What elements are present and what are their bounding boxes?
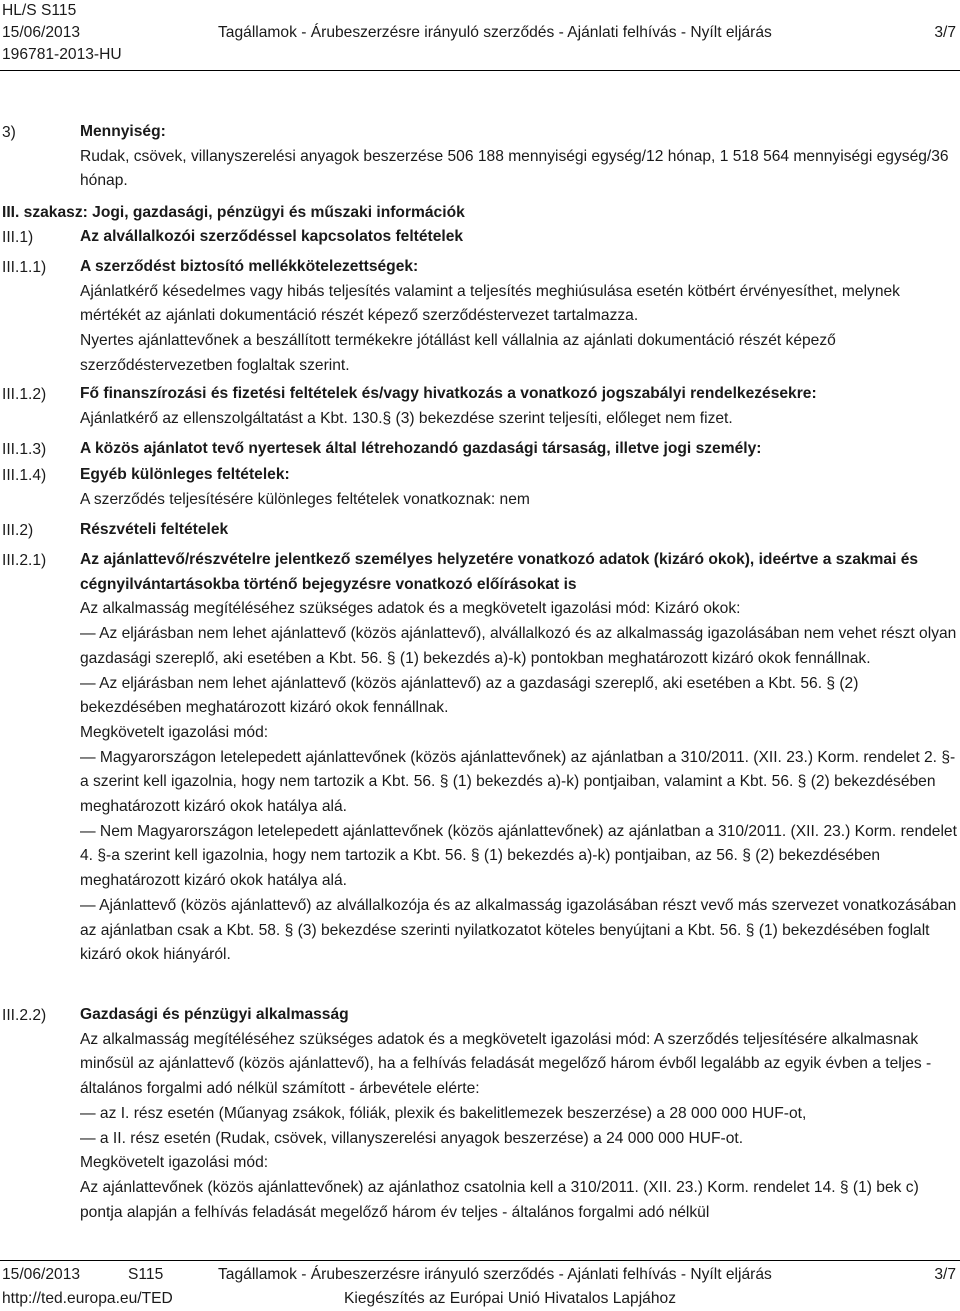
- item-paragraph: Ajánlatkérő késedelmes vagy hibás teljesítés valamint a teljesítés meghiúsulása esetén kötbért érvényesíthet, melynek mértékét az ajánlati dokumentáció részét képező szerződéstervezet tartalmazza.: [80, 282, 900, 325]
- quantity-heading: Mennyiség:: [80, 123, 166, 140]
- item-paragraph: Az alkalmasság megítéléséhez szükséges adatok és a megkövetelt igazolási mód: A szerződés teljesítésére alkalmasnak minősül az ajánlattevő (közös ajánlattevő), ha a felhívás feladását megelőző három évből legalább az egyik évben a teljes - általános forgalmi adó nélkül számított - árbevétele elérte:: [80, 1030, 932, 1098]
- item-number: III.1): [2, 229, 34, 246]
- item-paragraph: Nyertes ajánlattevőnek a beszállított termékekre jótállást kell vállalnia az ajánlati dokumentáció részét képező szerződéstervezetben foglaltak szerint.: [80, 332, 836, 374]
- item-paragraph: Ajánlatkérő az ellenszolgáltatást a Kbt. 130.§ (3) bekezdése szerint teljesíti, előleget nem fizet.: [80, 409, 733, 427]
- item-paragraph: — az I. rész esetén (Műanyag zsákok, fóliák, plexik és bakelitlemezek beszerzése) a 28 000 000 HUF-ot,: [80, 1104, 807, 1122]
- item-number: III.2.2): [2, 1007, 47, 1024]
- journal-ref: HL/S S115: [2, 2, 77, 19]
- item-paragraph: — a II. rész esetén (Rudak, csövek, villanyszerelési anyagok beszerzése) a 24 000 000 HUF-ot.: [80, 1129, 744, 1147]
- footer-page-number: 3/7: [934, 1266, 956, 1283]
- item-block: [80, 518, 958, 543]
- item-paragraph: — Nem Magyarországon letelepedett ajánlattevőnek (közös ajánlattevőnek) az ajánlatban a 310/2011. (XII. 23.) Korm. rendelet 4. §-a szerint kell igazolnia, hogy nem tartozik a Kbt. 56. § (1) bekezdés a)-k) pontjaiban, az 56. § (2) bekezdésében meghatározott kizáró okok hatálya alá.: [80, 822, 957, 890]
- item-number: III.1.4): [2, 467, 47, 484]
- item-block: [80, 1003, 958, 1225]
- footer-divider: [0, 1260, 960, 1261]
- item-paragraph: — Az eljárásban nem lehet ajánlattevő (közös ajánlattevő) az a gazdasági szereplő, aki esetében a Kbt. 56. § (2) bekezdésében meghatározott kizáró okok fennállnak.: [80, 674, 859, 717]
- item-number: III.2): [2, 522, 34, 539]
- item-number: III.1.3): [2, 441, 47, 458]
- item-paragraph: Az ajánlattevőnek (közös ajánlattevőnek) az ajánlathoz csatolnia kell a 310/2011. (XII. 23.) Korm. rendelet 14. § (1) bek c) pontja alapján a felhívás feladását megelőző három év teljes - általános forgalmi adó nélkül: [80, 1178, 919, 1221]
- item-heading: Az alvállalkozói szerződéssel kapcsolatos feltételek: [80, 228, 464, 245]
- page-footer: [2, 1263, 958, 1311]
- item-heading: Fő finanszírozási és fizetési feltételek és/vagy hivatkozás a vonatkozó jogszabályi rendelkezésekre:: [80, 385, 817, 402]
- quantity-block: [80, 120, 958, 194]
- item-paragraph: — Az eljárásban nem lehet ajánlattevő (közös ajánlattevő), alvállalkozó és az alkalmasság igazolásában nem vehet részt olyan gazdasági szereplő, aki esetében a Kbt. 56. § (1) bekezdés a)-k) pontokban meghatározott kizáró okok fennállnak.: [80, 625, 957, 667]
- item-block: [80, 463, 958, 512]
- footer-publisher: Kiegészítés az Európai Unió Hivatalos Lapjához: [344, 1290, 676, 1307]
- item-heading: A szerződést biztosító mellékkötelezettségek:: [80, 258, 419, 275]
- footer-title: Tagállamok - Árubeszerzésre irányuló szerződés - Ajánlati felhívás - Nyílt eljárás: [218, 1266, 772, 1283]
- header-page-number: 3/7: [934, 24, 956, 41]
- footer-url: http://ted.europa.eu/TED: [2, 1290, 173, 1307]
- item-heading: A közös ajánlatot tevő nyertesek által létrehozandó gazdasági társaság, illetve jogi személy:: [80, 440, 762, 457]
- item-block: [80, 225, 958, 250]
- item-paragraph: Megkövetelt igazolási mód:: [80, 1154, 269, 1172]
- header-date: 15/06/2013: [2, 24, 81, 41]
- item-paragraph: — Ajánlattevő (közös ajánlattevő) az alvállalkozója és az alkalmasság igazolásában részt vevő más szervezet vonatkozásában az ajánlatban csak a Kbt. 58. § (3) bekezdése szerinti nyilatkozatot köteles benyújtani a Kbt. 56. § (1) bekezdésében foglalt kizáró okok hiányáról.: [80, 896, 957, 964]
- item-paragraph: Megkövetelt igazolási mód:: [80, 723, 269, 741]
- section-heading: III. szakasz: Jogi, gazdasági, pénzügyi és műszaki információk: [2, 204, 465, 221]
- item-number: III.1.2): [2, 386, 47, 403]
- item-paragraph: Az alkalmasság megítéléséhez szükséges adatok és a megkövetelt igazolási mód: Kizáró okok:: [80, 600, 741, 618]
- header-divider: [0, 70, 960, 71]
- item-heading: Gazdasági és pénzügyi alkalmasság: [80, 1006, 349, 1023]
- item-block: [80, 255, 958, 379]
- item-number: III.1.1): [2, 259, 47, 276]
- document-id: 196781-2013-HU: [2, 46, 122, 63]
- item-paragraph: — Magyarországon letelepedett ajánlattevőnek (közös ajánlattevőnek) az ajánlatban a 310/2011. (XII. 23.) Korm. rendelet 2. §-a szerint kell igazolnia, hogy nem tartozik a Kbt. 56. § (1) bekezdés a)-k) pontjaiban, valamint a Kbt. 56. § (2) bekezdésében meghatározott kizáró okok hatálya alá.: [80, 748, 956, 816]
- footer-series: S115: [128, 1266, 164, 1283]
- header-title: Tagállamok - Árubeszerzésre irányuló szerződés - Ajánlati felhívás - Nyílt eljárás: [218, 24, 772, 41]
- quantity-text: Rudak, csövek, villanyszerelési anyagok beszerzése 506 188 mennyiségi egység/12 hónap, 1 518 564 mennyiségi egység/36 hónap.: [80, 147, 949, 190]
- item-block: [80, 437, 958, 462]
- item-heading: Egyéb különleges feltételek:: [80, 466, 290, 483]
- item-heading: Az ajánlattevő/részvételre jelentkező személyes helyzetére vonatkozó adatok (kizáró okok), ideértve a szakmai és cégnyilvántartásokba történő bejegyzésre vonatkozó előírásokat is: [80, 551, 919, 593]
- item-paragraph: A szerződés teljesítésére különleges feltételek vonatkoznak: nem: [80, 490, 530, 508]
- item-block: [80, 382, 958, 431]
- footer-date: 15/06/2013: [2, 1266, 81, 1283]
- page-header: [2, 0, 958, 70]
- item-block: [80, 548, 958, 968]
- item-heading: Részvételi feltételek: [80, 521, 229, 538]
- quantity-number: 3): [2, 124, 16, 141]
- item-number: III.2.1): [2, 552, 47, 569]
